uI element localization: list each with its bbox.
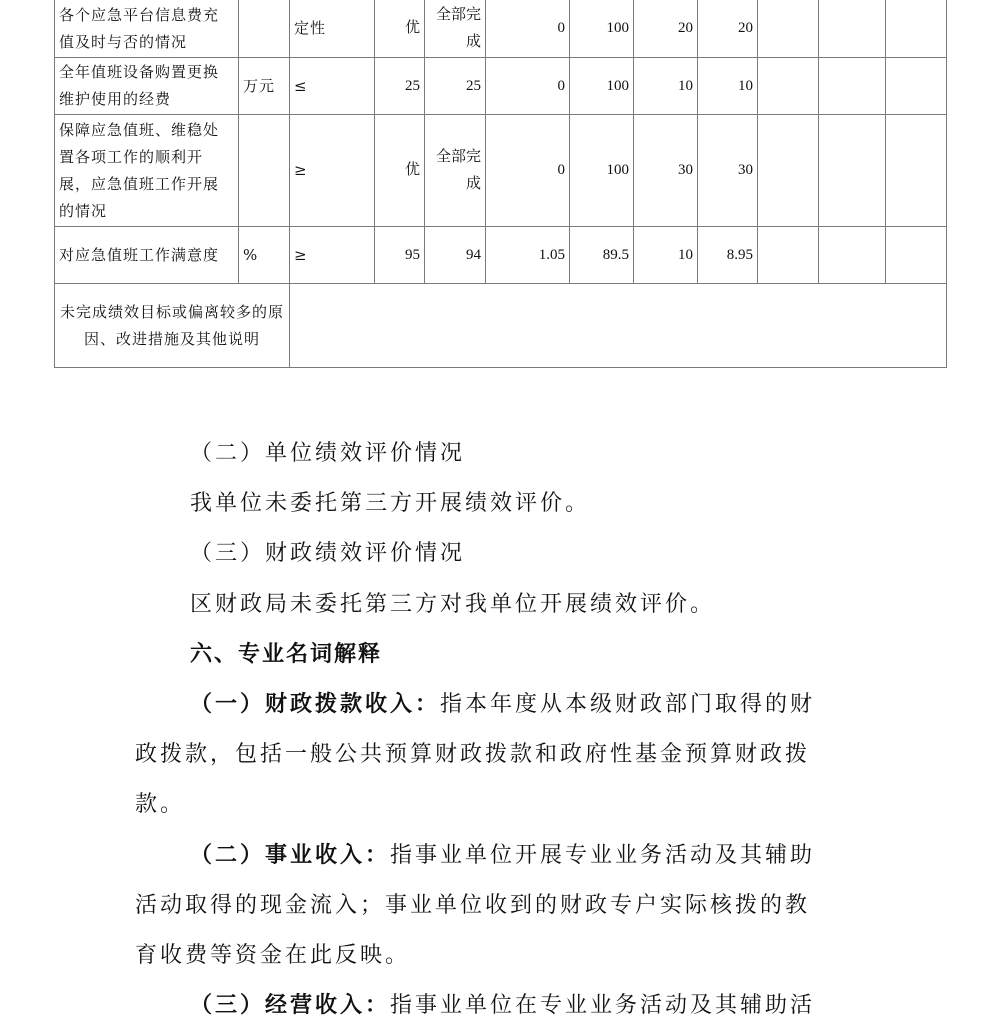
section-heading-glossary: 六、专业名词解释: [190, 642, 383, 667]
score-cell: 30: [698, 115, 758, 227]
empty-cell: [819, 0, 886, 58]
weight-cell: 20: [634, 0, 698, 58]
term-definition: 指事业单位开展专业业务活动及其辅助: [390, 843, 816, 868]
operator-cell: ≥: [290, 227, 375, 284]
term-definition: 指本年度从本级财政部门取得的财: [440, 692, 816, 717]
unit-cell: [239, 115, 290, 227]
section-heading-unit-evaluation: （二）单位绩效评价情况: [190, 441, 466, 466]
empty-cell: [758, 227, 819, 284]
completion-rate-cell: 100: [570, 58, 634, 115]
term-label: （一）财政拨款收入：: [190, 691, 441, 717]
weight-cell: 30: [634, 115, 698, 227]
actual-value-cell: 全部完成: [425, 0, 486, 58]
completion-rate-cell: 100: [570, 115, 634, 227]
actual-value-cell: 全部完成: [425, 115, 486, 227]
score-cell: 8.95: [698, 227, 758, 284]
empty-cell: [819, 115, 886, 227]
unit-cell: %: [239, 227, 290, 284]
table-row: [55, 227, 947, 284]
section-heading-finance-evaluation: （三）财政绩效评价情况: [190, 541, 466, 566]
empty-cell: [819, 58, 886, 115]
term-definition-continued: 育收费等资金在此反映。: [135, 943, 411, 968]
indicator-cell: 保障应急值班、维稳处置各项工作的顺利开展，应急值班工作开展的情况: [55, 115, 239, 227]
performance-indicator-table: [54, 0, 947, 368]
term-fiscal-appropriation: [190, 687, 815, 718]
footer-label-cell: 未完成绩效目标或偏离较多的原因、改进措施及其他说明: [55, 284, 290, 368]
operator-cell: 定性: [290, 0, 375, 58]
empty-cell: [758, 0, 819, 58]
unit-cell: 万元: [239, 58, 290, 115]
actual-value-cell: 94: [425, 227, 486, 284]
term-business-income: [190, 838, 815, 869]
weight-cell: 10: [634, 227, 698, 284]
weight-cell: 10: [634, 58, 698, 115]
table-row: [55, 115, 947, 227]
indicator-cell: 对应急值班工作满意度: [55, 227, 239, 284]
target-value-cell: 优: [375, 0, 425, 58]
indicator-cell: 全年值班设备购置更换维护使用的经费: [55, 58, 239, 115]
completion-rate-cell: 89.5: [570, 227, 634, 284]
term-label: （二）事业收入：: [190, 842, 391, 868]
target-value-cell: 95: [375, 227, 425, 284]
unit-cell: [239, 0, 290, 58]
deviation-cell: 0: [486, 115, 570, 227]
completion-rate-cell: 100: [570, 0, 634, 58]
term-definition-continued: 政拨款，包括一般公共预算财政拨款和政府性基金预算财政拨: [135, 742, 811, 767]
paragraph-unit-evaluation: 我单位未委托第三方开展绩效评价。: [190, 491, 591, 516]
score-cell: 10: [698, 58, 758, 115]
term-label: （三）经营收入：: [190, 992, 391, 1018]
deviation-cell: 1.05: [486, 227, 570, 284]
term-definition-continued: 活动取得的现金流入；事业单位收到的财政专户实际核拨的教: [135, 893, 811, 918]
footer-value-cell: [290, 284, 947, 368]
empty-cell: [886, 115, 947, 227]
term-operating-income: [190, 988, 815, 1019]
target-value-cell: 优: [375, 115, 425, 227]
actual-value-cell: 25: [425, 58, 486, 115]
target-value-cell: 25: [375, 58, 425, 115]
empty-cell: [886, 0, 947, 58]
empty-cell: [886, 58, 947, 115]
term-definition-continued: 款。: [135, 792, 186, 817]
paragraph-finance-evaluation: 区财政局未委托第三方对我单位开展绩效评价。: [190, 592, 716, 617]
table-row: [55, 58, 947, 115]
operator-cell: ≥: [290, 115, 375, 227]
deviation-cell: 0: [486, 58, 570, 115]
indicator-cell: 各个应急平台信息费充值及时与否的情况: [55, 0, 239, 58]
score-cell: 20: [698, 0, 758, 58]
empty-cell: [758, 58, 819, 115]
empty-cell: [819, 227, 886, 284]
table-row: [55, 0, 947, 58]
empty-cell: [886, 227, 947, 284]
empty-cell: [758, 115, 819, 227]
table-footer-row: [55, 284, 947, 368]
deviation-cell: 0: [486, 0, 570, 58]
operator-cell: ≤: [290, 58, 375, 115]
term-definition: 指事业单位在专业业务活动及其辅助活: [390, 993, 816, 1018]
